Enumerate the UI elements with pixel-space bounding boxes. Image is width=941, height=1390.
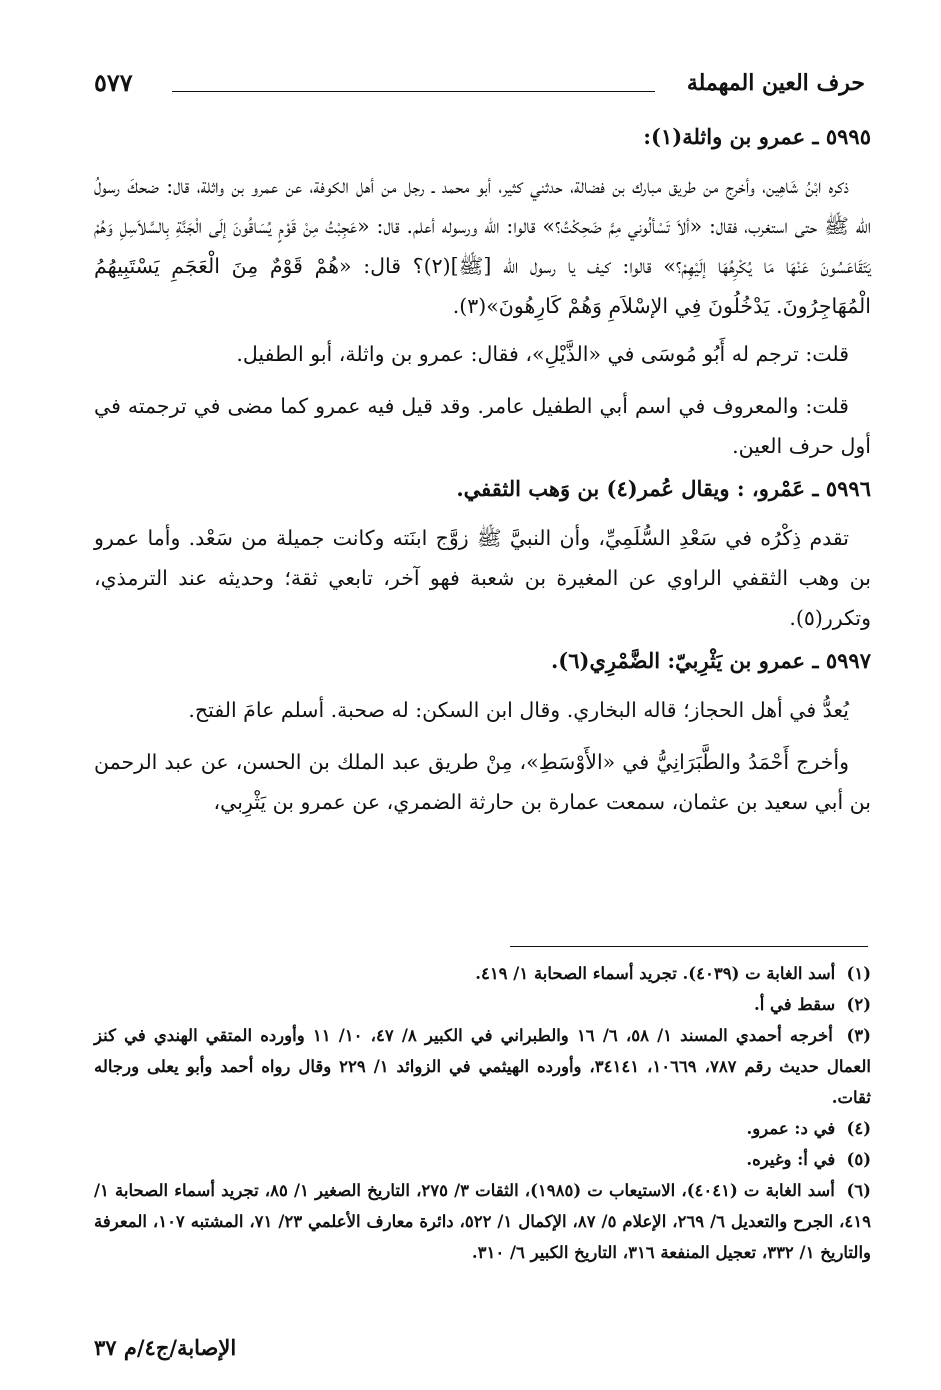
running-header [94,64,865,104]
chapter-title: حرف العين المهملة [686,70,865,96]
main-text [94,122,871,830]
footnote-text: في أ: وغيره. [746,1150,836,1169]
footnote-text: سقط في أ. [753,995,836,1014]
footnote-number: (٣) [846,1026,871,1045]
footnote [94,1020,871,1113]
entry-title-5997: ٥٩٩٧ ـ عمرو بن يَثْرِبيّ: الضَّمْرِي(٦). [550,648,871,673]
paragraph: يُعدُّ في أهل الحجاز؛ قاله البخاري. وقال ابن السكن: له صحبة. أسلم عامَ الفتح. [188,698,849,722]
entry-title-5995: ٥٩٩٥ ـ عمرو بن واثلة(١): [643,124,871,149]
paragraph: وأخرج أَحْمَدُ والطَّبَرَانِيُّ في «الأَوْسَطِ»، مِنْ طريق عبد الملك بن الحسن، عن عبد الرحمن بن أبي سعيد بن عثمان، سمعت عمارة بن حارثة الضمري، عن عمرو بن يَثْرِبي، [94,750,871,814]
paragraph: ذكره ابْنُ شَاهِين، وأخرج من طريق مبارك بن فضالة، حدثني كثير، أبو محمد ـ رجل من أهل الكوفة، عن عمرو بن واثلة، قال: ضحكَ رسولُ الله ﷺ حتى استغرب، فقال: «ألاَ تَسْألُوني مِمَّ ضَحِكْتُ؟» قالوا: الله ورسوله أعلم. قال: «عَجِبْتُ مِنْ قَوْمٍ يُسَاقُونَ إلَى الْجَنَّةِ بِالسَّلاَسِلِ وَهُمْ يَتَقَاعَسُونَ عَنْهَا مَا يُكْرِهُهَا إلَيْهِمْ؟» قالوا: كيف يا رسول الله [ﷺ](٢)؟ قال: «هُمْ قَوْمٌ مِنَ الْعَجَمِ يَسْتَبِيهُمُ الْمُهَاجِرُونَ. يَدْخُلُونَ فِي الإسْلاَمِ وَهُمْ كَارِهُونَ»(٣). [94,174,872,318]
footnote [94,989,871,1020]
paragraph: قلت: ترجم له أَبُو مُوسَى في «الذَّيْلِ»، فقال: عمرو بن واثلة، أبو الطفيل. [236,342,849,366]
footnote-number: (٤) [846,1119,871,1138]
footnote [94,1175,871,1268]
header-rule [172,91,655,92]
paragraph: تقدم ذِكْرُه في سَعْدِ السُّلَمِيِّ، وأن النبيَّ ﷺ زوَّج ابنَته وكانت جميلة من سَعْد. وأما عمرو بن وهب الثقفي الراوي عن المغيرة بن شعبة فهو آخر، تابعي ثقة؛ وحديثه عند الترمذي، وتكرر(٥). [94,526,871,630]
footnote [94,958,871,989]
footnote [94,1113,871,1144]
page-number: ٥٧٧ [94,68,133,97]
footnote-text: أسد الغابة ت (٤٠٤١)، الاستيعاب ت (١٩٨٥)، الثقات ٣/ ٢٧٥، التاريخ الصغير ١/ ٨٥، تجريد أسماء الصحابة ١/ ٤١٩، الجرح والتعديل ٦/ ٢٦٩، الإعلام ٥/ ٨٧، الإكمال ١/ ٥٢٢، دائرة معارف الأعلمي ٢٣/ ٧١، المشتبه ١٠٧، المعرفة والتاريخ ١/ ٣٣٢، تعجيل المنفعة ٣١٦، التاريخ الكبير ٦/ ٣١٠. [94,1181,871,1262]
footnotes [94,958,871,1268]
footnote-number: (١) [846,964,871,983]
footnote-number: (٥) [846,1150,871,1169]
footnote-number: (٦) [846,1181,871,1200]
footnote-number: (٢) [846,995,871,1014]
footnote-text: في د: عمرو. [746,1119,836,1138]
footnote-separator [510,946,868,947]
footnote-text: أسد الغابة ت (٤٠٣٩). تجريد أسماء الصحابة ١/ ٤١٩. [475,964,836,983]
footnote-text: أخرجه أحمدي المسند ١/ ٥٨، ٦/ ١٦ والطبراني في الكبير ٨/ ٤٧، ١٠/ ١١ وأورده المتقي الهندي في كنز العمال حديث رقم ٧٨٧، ١٠٦٦٩، ٣٤١٤١، وأورده الهيثمي في الزوائد ١/ ٢٢٩ وقال رواه أحمد وأبو يعلى ورجاله ثقات. [94,1026,871,1107]
paragraph: قلت: والمعروف في اسم أبي الطفيل عامر. وقد قيل فيه عمرو كما مضى في ترجمته في أول حرف العين. [94,394,871,458]
entry-title-5996: ٥٩٩٦ ـ عَمْرو، : ويقال عُمر(٤) بن وَهب الثقفي. [456,476,871,501]
footnote [94,1144,871,1175]
printer-signature: الإصابة/ج٤/م ٣٧ [94,1335,237,1360]
